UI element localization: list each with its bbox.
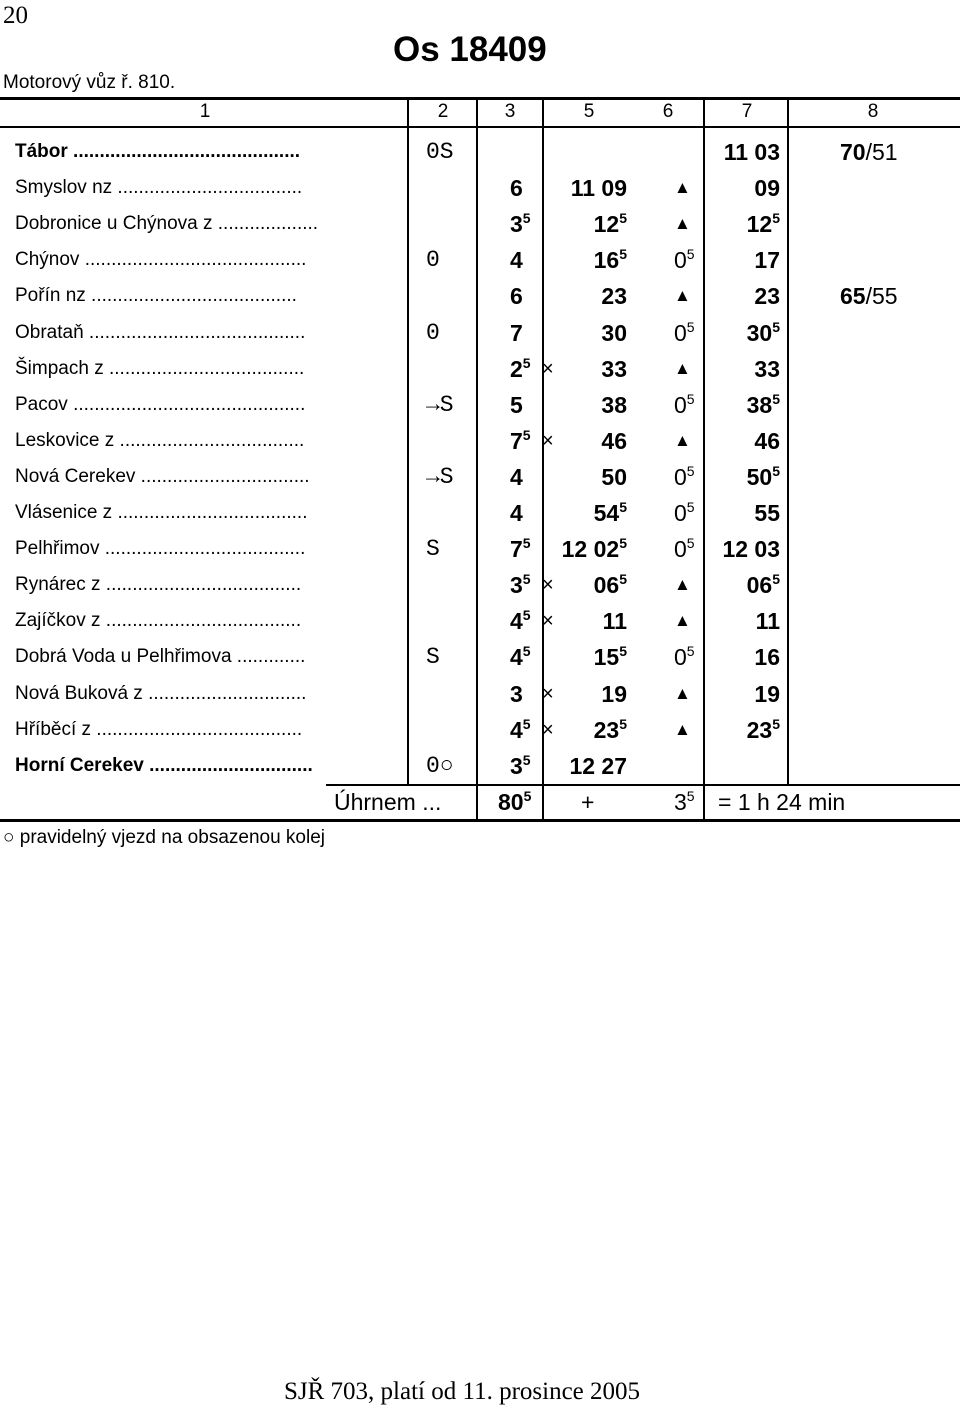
- arrival-time-value: 30: [601, 319, 627, 346]
- header-rule: [0, 126, 960, 128]
- track-note: S: [426, 536, 440, 563]
- station-name: Pacov ............................................: [15, 393, 306, 415]
- table-row: [0, 748, 960, 784]
- departure-time: [747, 315, 780, 351]
- request-stop-mark: ×: [542, 429, 554, 452]
- departure-time: [754, 351, 780, 387]
- arrival-time-sup: 5: [619, 210, 627, 227]
- departure-time-value: 17: [754, 247, 780, 274]
- arrival-time: [594, 639, 627, 675]
- footnote: ○ pravidelný vjezd na obsazenou kolej: [3, 827, 326, 848]
- summary-plus: +: [581, 789, 595, 815]
- summary-stop-time: [674, 784, 695, 820]
- arrival-time-value: 11 09: [570, 175, 627, 202]
- arrival-time-value: 12: [593, 211, 620, 238]
- dwell-time: [674, 459, 695, 495]
- station-name: Nová Cerekev ................................: [15, 465, 310, 487]
- dwell-time-value: 0: [674, 391, 687, 418]
- table-row: [0, 134, 960, 170]
- run-time-value: 2: [510, 355, 523, 382]
- departure-time-value: 23: [746, 716, 773, 743]
- station-name: Šimpach z .....................................: [15, 357, 305, 379]
- track-note: →S: [426, 391, 454, 418]
- arrival-time-sup: 5: [619, 246, 627, 263]
- column-header-7: 7: [741, 101, 753, 122]
- request-stop-mark: ×: [542, 574, 554, 597]
- departure-time: [747, 712, 780, 748]
- run-time: [510, 351, 531, 387]
- departure-time: [754, 639, 780, 675]
- departure-time-value: 11 03: [723, 139, 780, 165]
- table-row: [0, 315, 960, 351]
- arrival-time-value: 12 27: [569, 752, 627, 779]
- triangle-icon: ▲: [674, 719, 691, 739]
- run-time: [510, 206, 531, 242]
- departure-time: [747, 206, 780, 242]
- summary-total: = 1 h 24 min: [718, 789, 846, 815]
- station-name: Chýnov ..........................................: [15, 249, 307, 271]
- table-row: [0, 495, 960, 531]
- track-note: →S: [426, 463, 454, 490]
- arrival-time: [594, 712, 627, 748]
- run-time-sup: 5: [522, 715, 531, 732]
- column-header-6: 6: [662, 101, 674, 122]
- arrival-time: [601, 351, 627, 387]
- arrival-time: [569, 748, 627, 784]
- table-row: [0, 676, 960, 712]
- arrival-time: [601, 459, 627, 495]
- arrival-time-value: 12 02: [561, 536, 620, 563]
- run-time: [510, 712, 531, 748]
- speed-limit-main: 65: [840, 283, 866, 310]
- arrival-time: [601, 676, 627, 712]
- run-time-value: 3: [510, 572, 523, 599]
- run-time: [510, 315, 523, 351]
- arrival-time-sup: 5: [619, 499, 627, 515]
- station-name: Vlásenice z ....................................: [15, 502, 308, 523]
- run-time-value: 5: [510, 391, 523, 418]
- dwell-time-value: 0: [674, 536, 687, 563]
- departure-time-sup: 5: [772, 210, 780, 227]
- departure-time-value: 33: [754, 355, 780, 382]
- track-note: 0○: [426, 752, 454, 779]
- triangle-icon: ▲: [674, 358, 691, 378]
- run-time: [510, 639, 531, 675]
- dwell-time-sup: 5: [686, 535, 695, 552]
- departure-time: [722, 531, 780, 567]
- run-time: [510, 242, 523, 278]
- page-number: 20: [3, 2, 28, 29]
- run-time: [510, 748, 531, 784]
- track-note: 0: [426, 319, 440, 346]
- arrival-time: [571, 170, 627, 206]
- footer-validity: SJŘ 703, platí od 11. prosince 2005: [284, 1378, 641, 1405]
- departure-time: [747, 567, 780, 603]
- departure-time-value: 06: [746, 572, 773, 599]
- table-row: [0, 278, 960, 314]
- departure-time-value: 50: [746, 463, 773, 490]
- run-time-value: 7: [510, 319, 523, 346]
- arrival-time-value: 15: [593, 644, 620, 671]
- arrival-time-value: 33: [601, 355, 627, 382]
- departure-time-value: 12 03: [722, 536, 780, 563]
- dwell-time: [674, 639, 695, 675]
- station-name: Obrataň .........................................: [15, 321, 306, 343]
- run-time-value: 4: [510, 608, 523, 635]
- departure-time-value: 11: [755, 608, 780, 635]
- speed-limit-secondary: /55: [865, 283, 898, 310]
- dwell-time-sup: 5: [686, 462, 695, 479]
- station-name: Tábor ...........................................: [15, 141, 301, 162]
- run-time: [510, 495, 523, 531]
- departure-time-value: 46: [754, 427, 780, 454]
- request-stop-mark: ×: [542, 682, 554, 705]
- table-row: [0, 712, 960, 748]
- speed-limit: [840, 134, 898, 170]
- run-time: [510, 567, 531, 603]
- departure-time-value: 19: [754, 680, 780, 707]
- summary-run-time: [498, 784, 531, 820]
- departure-time: [754, 278, 780, 314]
- arrival-time-sup: 5: [619, 715, 627, 732]
- station-name: Pořín nz .......................................: [15, 285, 297, 307]
- dwell-time-sup: 5: [686, 246, 695, 263]
- station-name: Dobronice u Chýnova z ...................: [15, 213, 319, 235]
- triangle-icon: ▲: [674, 430, 691, 450]
- departure-time: [756, 603, 780, 639]
- run-time-value: 7: [510, 427, 523, 454]
- arrival-time-sup: 5: [619, 535, 627, 552]
- run-time-sup: 5: [522, 607, 531, 624]
- arrival-time-value: 16: [593, 247, 620, 274]
- run-time-value: 3: [510, 680, 523, 707]
- summary-run-time-sup: 5: [523, 788, 532, 804]
- dwell-time-sup: 5: [686, 390, 695, 407]
- column-header-1: 1: [199, 101, 211, 122]
- dwell-time-value: 0: [674, 463, 687, 490]
- departure-time-value: 30: [746, 319, 773, 346]
- run-time: [510, 603, 531, 639]
- dwell-time-sup: 5: [686, 499, 695, 515]
- run-time-value: 4: [510, 716, 523, 743]
- table-row: [0, 459, 960, 495]
- station-name: Rynárec z .....................................: [15, 574, 302, 596]
- run-time-value: 4: [510, 247, 523, 274]
- arrival-time: [594, 567, 627, 603]
- table-row: [0, 423, 960, 459]
- station-name: Leskovice z ...................................: [15, 429, 305, 451]
- track-note: S: [426, 644, 440, 671]
- request-stop-mark: ×: [542, 610, 554, 633]
- dwell-time: [674, 315, 695, 351]
- arrival-time-sup: 5: [619, 643, 627, 660]
- arrival-time: [601, 278, 627, 314]
- table-row: [0, 531, 960, 567]
- column-header-8: 8: [867, 101, 879, 122]
- departure-time: [754, 495, 780, 531]
- departure-time-value: 55: [754, 500, 780, 526]
- station-name: Pelhřimov ......................................: [15, 538, 306, 560]
- table-top-rule: [0, 97, 960, 100]
- departure-time: [754, 170, 780, 206]
- departure-time-value: 38: [746, 391, 773, 418]
- arrival-time-value: 54: [593, 500, 620, 526]
- arrival-time-value: 06: [593, 572, 620, 599]
- departure-time-sup: 5: [772, 571, 780, 588]
- departure-time-sup: 5: [772, 390, 780, 407]
- run-time-value: 3: [510, 211, 523, 238]
- triangle-icon: ▲: [674, 178, 691, 198]
- run-time: [510, 459, 523, 495]
- table-row: [0, 567, 960, 603]
- run-time-sup: 5: [522, 751, 531, 768]
- run-time: [510, 423, 531, 459]
- arrival-time-sup: 5: [619, 571, 627, 588]
- summary-stop-time-sup: 5: [686, 788, 695, 804]
- dwell-time-value: 0: [674, 644, 687, 671]
- arrival-time: [601, 423, 627, 459]
- arrival-time-value: 19: [601, 680, 627, 707]
- arrival-time-value: 46: [601, 427, 627, 454]
- column-header-5: 5: [583, 101, 595, 122]
- arrival-time-value: 50: [601, 463, 627, 490]
- table-row: [0, 603, 960, 639]
- departure-time-value: 23: [754, 283, 780, 310]
- arrival-time-value: 38: [601, 391, 627, 418]
- station-name: Hříběcí z .......................................: [15, 718, 303, 740]
- arrival-time: [562, 531, 627, 567]
- dwell-time-sup: 5: [686, 643, 695, 660]
- triangle-icon: ▲: [674, 286, 691, 306]
- dwell-time: [674, 531, 695, 567]
- triangle-icon: ▲: [674, 575, 691, 595]
- run-time-value: 7: [510, 536, 523, 563]
- triangle-icon: ▲: [674, 611, 691, 631]
- dwell-time: [674, 242, 695, 278]
- train-title: Os 18409: [393, 30, 547, 69]
- dwell-time: [674, 387, 695, 423]
- station-name: Nová Buková z ..............................: [15, 682, 307, 704]
- departure-time: [754, 242, 780, 278]
- table-row: [0, 639, 960, 675]
- departure-time: [754, 676, 780, 712]
- table-row: [0, 242, 960, 278]
- departure-time: [747, 387, 780, 423]
- run-time: [510, 676, 523, 712]
- run-time-sup: 5: [522, 210, 531, 227]
- arrival-time-value: 23: [593, 716, 620, 743]
- run-time-value: 6: [510, 283, 523, 310]
- departure-time: [754, 423, 780, 459]
- departure-time-value: 09: [754, 175, 780, 202]
- departure-time: [724, 134, 780, 170]
- run-time: [510, 387, 523, 423]
- speed-limit: [840, 278, 898, 314]
- track-note: 0S: [426, 139, 454, 165]
- dwell-time-value: 0: [674, 247, 687, 274]
- arrival-time: [594, 206, 627, 242]
- run-time: [510, 278, 523, 314]
- request-stop-mark: ×: [542, 718, 554, 741]
- arrival-time: [594, 242, 627, 278]
- run-time-sup: 5: [522, 571, 531, 588]
- arrival-time-value: 11: [602, 608, 627, 635]
- departure-time-sup: 5: [772, 462, 780, 479]
- run-time-value: 6: [510, 175, 523, 202]
- departure-time-sup: 5: [772, 715, 780, 732]
- station-name: Smyslov nz ...................................: [15, 177, 303, 199]
- dwell-time-sup: 5: [686, 318, 695, 335]
- table-row: [0, 351, 960, 387]
- run-time-sup: 5: [522, 643, 531, 660]
- summary-label: Úhrnem ...: [334, 789, 442, 815]
- dwell-time-value: 0: [674, 319, 687, 346]
- arrival-time: [594, 495, 627, 531]
- station-name: Dobrá Voda u Pelhřimova .............: [15, 646, 306, 668]
- dwell-time-value: 0: [674, 500, 687, 526]
- track-note: 0: [426, 247, 440, 274]
- vehicle-label: Motorový vůz ř. 810.: [3, 72, 176, 93]
- summary-run-time-value: 80: [498, 789, 524, 815]
- departure-time-sup: 5: [772, 318, 780, 335]
- dwell-time: [674, 495, 695, 531]
- run-time-sup: 5: [522, 535, 531, 552]
- run-time-value: 4: [510, 463, 523, 490]
- summary-stop-time-value: 3: [674, 789, 687, 815]
- run-time: [510, 531, 531, 567]
- arrival-time: [601, 315, 627, 351]
- speed-limit-main: 70: [840, 139, 866, 165]
- station-name: Horní Cerekev ...............................: [15, 754, 313, 776]
- run-time-sup: 5: [522, 354, 531, 371]
- table-row: [0, 206, 960, 242]
- run-time-value: 3: [510, 752, 523, 779]
- triangle-icon: ▲: [674, 683, 691, 703]
- speed-limit-secondary: /51: [865, 139, 898, 165]
- column-header-3: 3: [504, 101, 516, 122]
- departure-time: [747, 459, 780, 495]
- run-time-sup: 5: [522, 426, 531, 443]
- station-name: Zajíčkov z .....................................: [15, 610, 302, 632]
- arrival-time: [603, 603, 627, 639]
- run-time: [510, 170, 523, 206]
- table-row: [0, 387, 960, 423]
- table-row: [0, 170, 960, 206]
- triangle-icon: ▲: [674, 214, 691, 234]
- run-time-value: 4: [510, 644, 523, 671]
- run-time-value: 4: [510, 500, 523, 526]
- column-header-2: 2: [437, 101, 449, 122]
- arrival-time-value: 23: [601, 283, 627, 310]
- departure-time-value: 16: [754, 644, 780, 671]
- arrival-time: [601, 387, 627, 423]
- departure-time-value: 12: [746, 211, 773, 238]
- request-stop-mark: ×: [542, 357, 554, 380]
